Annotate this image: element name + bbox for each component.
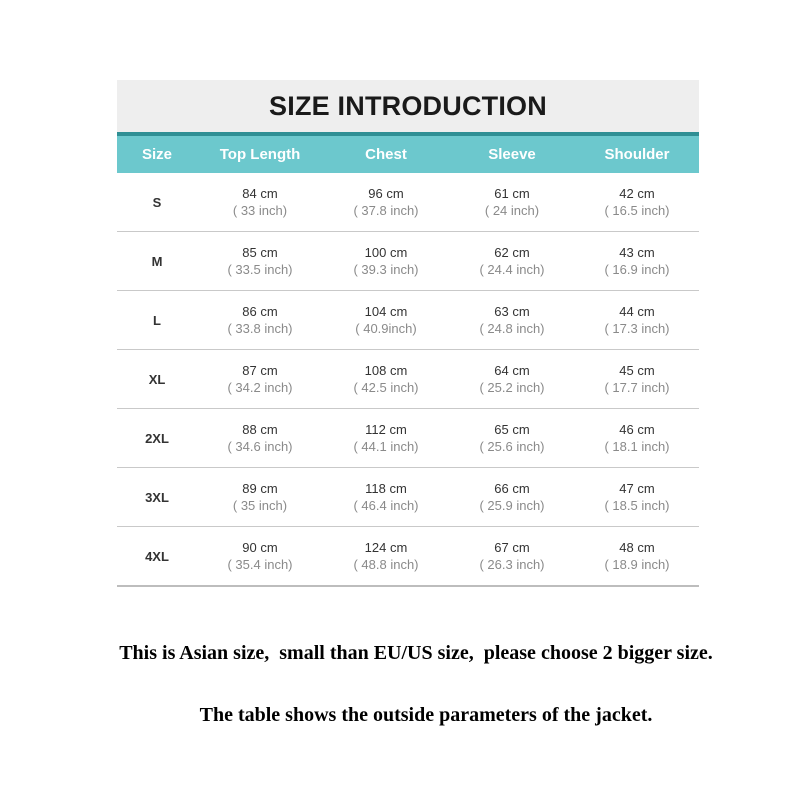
- chest-inch: ( 40.9inch): [355, 321, 417, 336]
- shoulder-cell: [575, 539, 699, 573]
- chest-inch: ( 44.1 inch): [353, 439, 419, 454]
- shoulder-inch: ( 17.7 inch): [604, 380, 670, 395]
- top-length-cm: 89 cm: [242, 481, 278, 496]
- chest-cm: 118 cm: [365, 481, 407, 496]
- sleeve-inch: ( 25.2 inch): [479, 380, 545, 395]
- sleeve-cell: [449, 303, 575, 337]
- top-length-cm: 85 cm: [242, 245, 278, 260]
- size-label: M: [151, 253, 163, 269]
- table-row: [117, 468, 699, 527]
- shoulder-cell: [575, 362, 699, 396]
- size-label: 4XL: [145, 548, 169, 564]
- top-length-cell: [197, 421, 323, 455]
- sleeve-inch: ( 24.8 inch): [479, 321, 545, 336]
- sleeve-cell: [449, 539, 575, 573]
- top-length-cell: [197, 185, 323, 219]
- chest-cell: [323, 362, 449, 396]
- size-label: 3XL: [145, 489, 169, 505]
- shoulder-inch: ( 17.3 inch): [604, 321, 670, 336]
- chest-cm: 96 cm: [368, 186, 404, 201]
- top-length-cell: [197, 244, 323, 278]
- sleeve-cm: 65 cm: [494, 422, 530, 437]
- table-row: [117, 232, 699, 291]
- size-label: 2XL: [145, 430, 169, 446]
- table-row: [117, 409, 699, 468]
- shoulder-cm: 47 cm: [619, 481, 655, 496]
- top-length-inch: ( 33.8 inch): [227, 321, 293, 336]
- sleeve-cm: 66 cm: [494, 481, 530, 496]
- shoulder-cm: 42 cm: [619, 186, 655, 201]
- chest-cell: [323, 539, 449, 573]
- sleeve-cell: [449, 421, 575, 455]
- top-length-cm: 90 cm: [242, 540, 278, 555]
- header-chest: Chest: [365, 146, 407, 163]
- shoulder-cell: [575, 244, 699, 278]
- size-label: L: [153, 312, 161, 328]
- size-table: [117, 80, 699, 587]
- sleeve-inch: ( 25.6 inch): [479, 439, 545, 454]
- top-length-cm: 88 cm: [242, 422, 278, 437]
- sleeve-inch: ( 26.3 inch): [479, 557, 545, 572]
- top-length-cell: [197, 539, 323, 573]
- table-title: SIZE INTRODUCTION: [117, 80, 699, 136]
- sleeve-cm: 61 cm: [494, 186, 530, 201]
- chest-cm: 108 cm: [364, 363, 408, 378]
- chest-cell: [323, 421, 449, 455]
- header-size: Size: [141, 146, 172, 163]
- top-length-cell: [197, 303, 323, 337]
- chest-cell: [323, 244, 449, 278]
- chest-cell: [323, 480, 449, 514]
- table-row: [117, 350, 699, 409]
- shoulder-inch: ( 18.1 inch): [604, 439, 670, 454]
- table-row: [117, 291, 699, 350]
- size-label: XL: [148, 371, 166, 387]
- shoulder-cm: 43 cm: [619, 245, 655, 260]
- chest-cell: [323, 185, 449, 219]
- chest-inch: ( 46.4 inch): [353, 498, 419, 513]
- size-label: S: [152, 194, 162, 210]
- chest-inch: ( 48.8 inch): [353, 557, 419, 572]
- table-row: [117, 527, 699, 587]
- sleeve-cell: [449, 480, 575, 514]
- sleeve-inch: ( 24.4 inch): [479, 262, 545, 277]
- top-length-cell: [197, 362, 323, 396]
- chest-cm: 100 cm: [364, 245, 408, 260]
- header-top-length: Top Length: [219, 146, 301, 163]
- shoulder-inch: ( 18.9 inch): [604, 557, 670, 572]
- shoulder-cm: 48 cm: [619, 540, 655, 555]
- shoulder-cell: [575, 421, 699, 455]
- sleeve-cell: [449, 185, 575, 219]
- header-shoulder: Shoulder: [604, 146, 670, 163]
- shoulder-cm: 46 cm: [619, 422, 655, 437]
- sleeve-inch: ( 24 inch): [484, 203, 540, 218]
- chest-cm: 124 cm: [364, 540, 408, 555]
- top-length-cm: 87 cm: [242, 363, 278, 378]
- sleeve-inch: ( 25.9 inch): [479, 498, 545, 513]
- top-length-inch: ( 33 inch): [232, 203, 288, 218]
- header-sleeve: Sleeve: [488, 146, 536, 163]
- chest-inch: ( 39.3 inch): [353, 262, 419, 277]
- sleeve-cm: 63 cm: [494, 304, 530, 319]
- shoulder-cm: 44 cm: [619, 304, 655, 319]
- chest-cell: [323, 303, 449, 337]
- chest-cm: 104 cm: [364, 304, 408, 319]
- table-body: [117, 173, 699, 587]
- top-length-cell: [197, 480, 323, 514]
- top-length-inch: ( 34.2 inch): [227, 380, 293, 395]
- top-length-inch: ( 34.6 inch): [227, 439, 293, 454]
- shoulder-cm: 45 cm: [619, 363, 655, 378]
- chest-inch: ( 42.5 inch): [353, 380, 419, 395]
- sleeve-cell: [449, 362, 575, 396]
- shoulder-inch: ( 18.5 inch): [604, 498, 670, 513]
- parameters-note: The table shows the outside parameters of the jacket.: [199, 704, 653, 726]
- chest-inch: ( 37.8 inch): [353, 203, 419, 218]
- sleeve-cm: 62 cm: [494, 245, 530, 260]
- top-length-inch: ( 33.5 inch): [227, 262, 293, 277]
- table-header-row: [117, 136, 699, 173]
- top-length-inch: ( 35.4 inch): [227, 557, 293, 572]
- shoulder-cell: [575, 480, 699, 514]
- chest-cm: 112 cm: [365, 422, 407, 437]
- top-length-cm: 86 cm: [242, 304, 278, 319]
- top-length-cm: 84 cm: [242, 186, 278, 201]
- shoulder-inch: ( 16.5 inch): [604, 203, 670, 218]
- sleeve-cell: [449, 244, 575, 278]
- shoulder-inch: ( 16.9 inch): [604, 262, 670, 277]
- shoulder-cell: [575, 185, 699, 219]
- top-length-inch: ( 35 inch): [232, 498, 288, 513]
- sleeve-cm: 67 cm: [494, 540, 530, 555]
- sleeve-cm: 64 cm: [494, 363, 530, 378]
- table-row: [117, 173, 699, 232]
- sizing-note: This is Asian size, small than EU/US size, please choose 2 bigger size.: [119, 642, 713, 664]
- shoulder-cell: [575, 303, 699, 337]
